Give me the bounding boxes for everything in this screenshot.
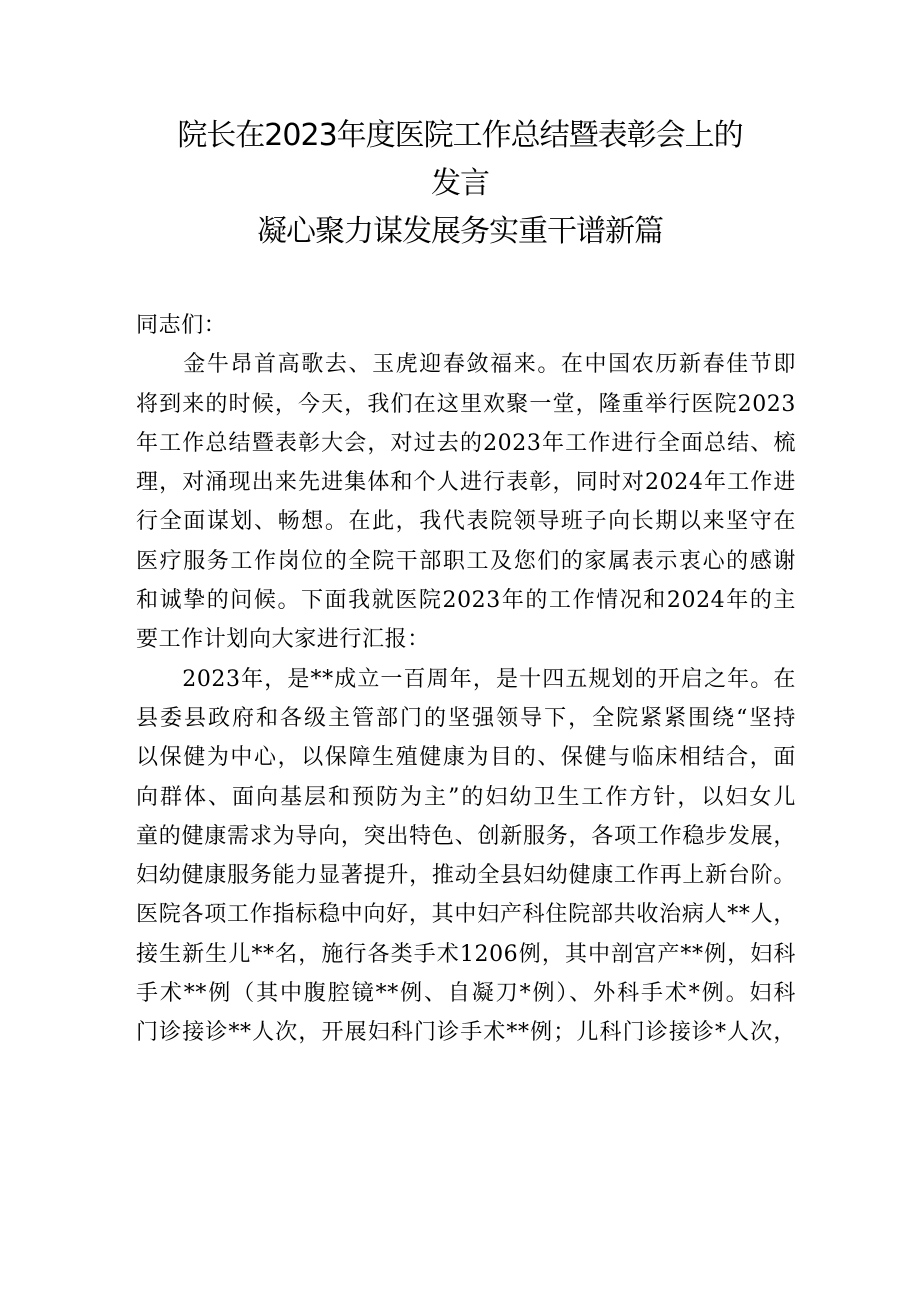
text-line: 门诊接诊**人次，开展妇科门诊手术**例；儿科门诊接诊*人次， — [136, 1020, 796, 1046]
text-line: 年工作总结暨表彰大会，对过去的2023年工作进行全面总结、梳 — [136, 430, 796, 456]
text-line: 接生新生儿**名，施行各类手术1206例，其中剖宫产**例，妇科 — [136, 941, 796, 967]
text-line: 医疗服务工作岗位的全院干部职工及您们的家属表示衷心的感谢 — [136, 548, 796, 574]
paragraph-2023-review — [136, 660, 796, 1053]
document-title — [0, 112, 920, 256]
text-line: 妇幼健康服务能力显著提升，推动全县妇幼健康工作再上新台阶。 — [136, 863, 796, 889]
text-line: 2023年，是**成立一百周年，是十四五规划的开启之年。在 — [136, 666, 796, 692]
text-line: 以保健为中心，以保障生殖健康为目的、保健与临床相结合，面 — [136, 745, 796, 771]
text-line: 向群体、面向基层和预防为主”的妇幼卫生工作方针，以妇女儿 — [136, 784, 796, 810]
text-line: 手术**例（其中腹腔镜**例、自凝刀*例）、外科手术*例。妇科 — [136, 981, 796, 1007]
title-line-1: 院长在2023年度医院工作总结暨表彰会上的 — [177, 118, 743, 153]
salutation: 同志们： — [136, 313, 227, 338]
text-line: 将到来的时候，今天，我们在这里欢聚一堂，隆重举行医院2023 — [136, 391, 796, 417]
subtitle-line: 凝心聚力谋发展务实重干谱新篇 — [257, 214, 663, 249]
text-line: 童的健康需求为导向，突出特色、创新服务，各项工作稳步发展， — [136, 823, 796, 849]
document-body — [136, 306, 796, 1053]
title-line-2: 发言 — [431, 166, 489, 201]
text-line: 县委县政府和各级主管部门的坚强领导下，全院紧紧围绕“坚持 — [136, 705, 796, 731]
text-line: 金牛昂首高歌去、玉虎迎春敛福来。在中国农历新春佳节即 — [136, 352, 796, 378]
text-line: 要工作计划向大家进行汇报： — [136, 627, 430, 653]
text-line: 理，对涌现出来先进集体和个人进行表彰，同时对2024年工作进 — [136, 470, 796, 496]
text-line: 医院各项工作指标稳中向好，其中妇产科住院部共收治病人**人， — [136, 902, 796, 928]
paragraph-opening — [136, 345, 796, 659]
text-line: 和诚挚的问候。下面我就医院2023年的工作情况和2024年的主 — [136, 588, 796, 614]
text-line: 行全面谋划、畅想。在此，我代表院领导班子向长期以来坚守在 — [136, 509, 796, 535]
